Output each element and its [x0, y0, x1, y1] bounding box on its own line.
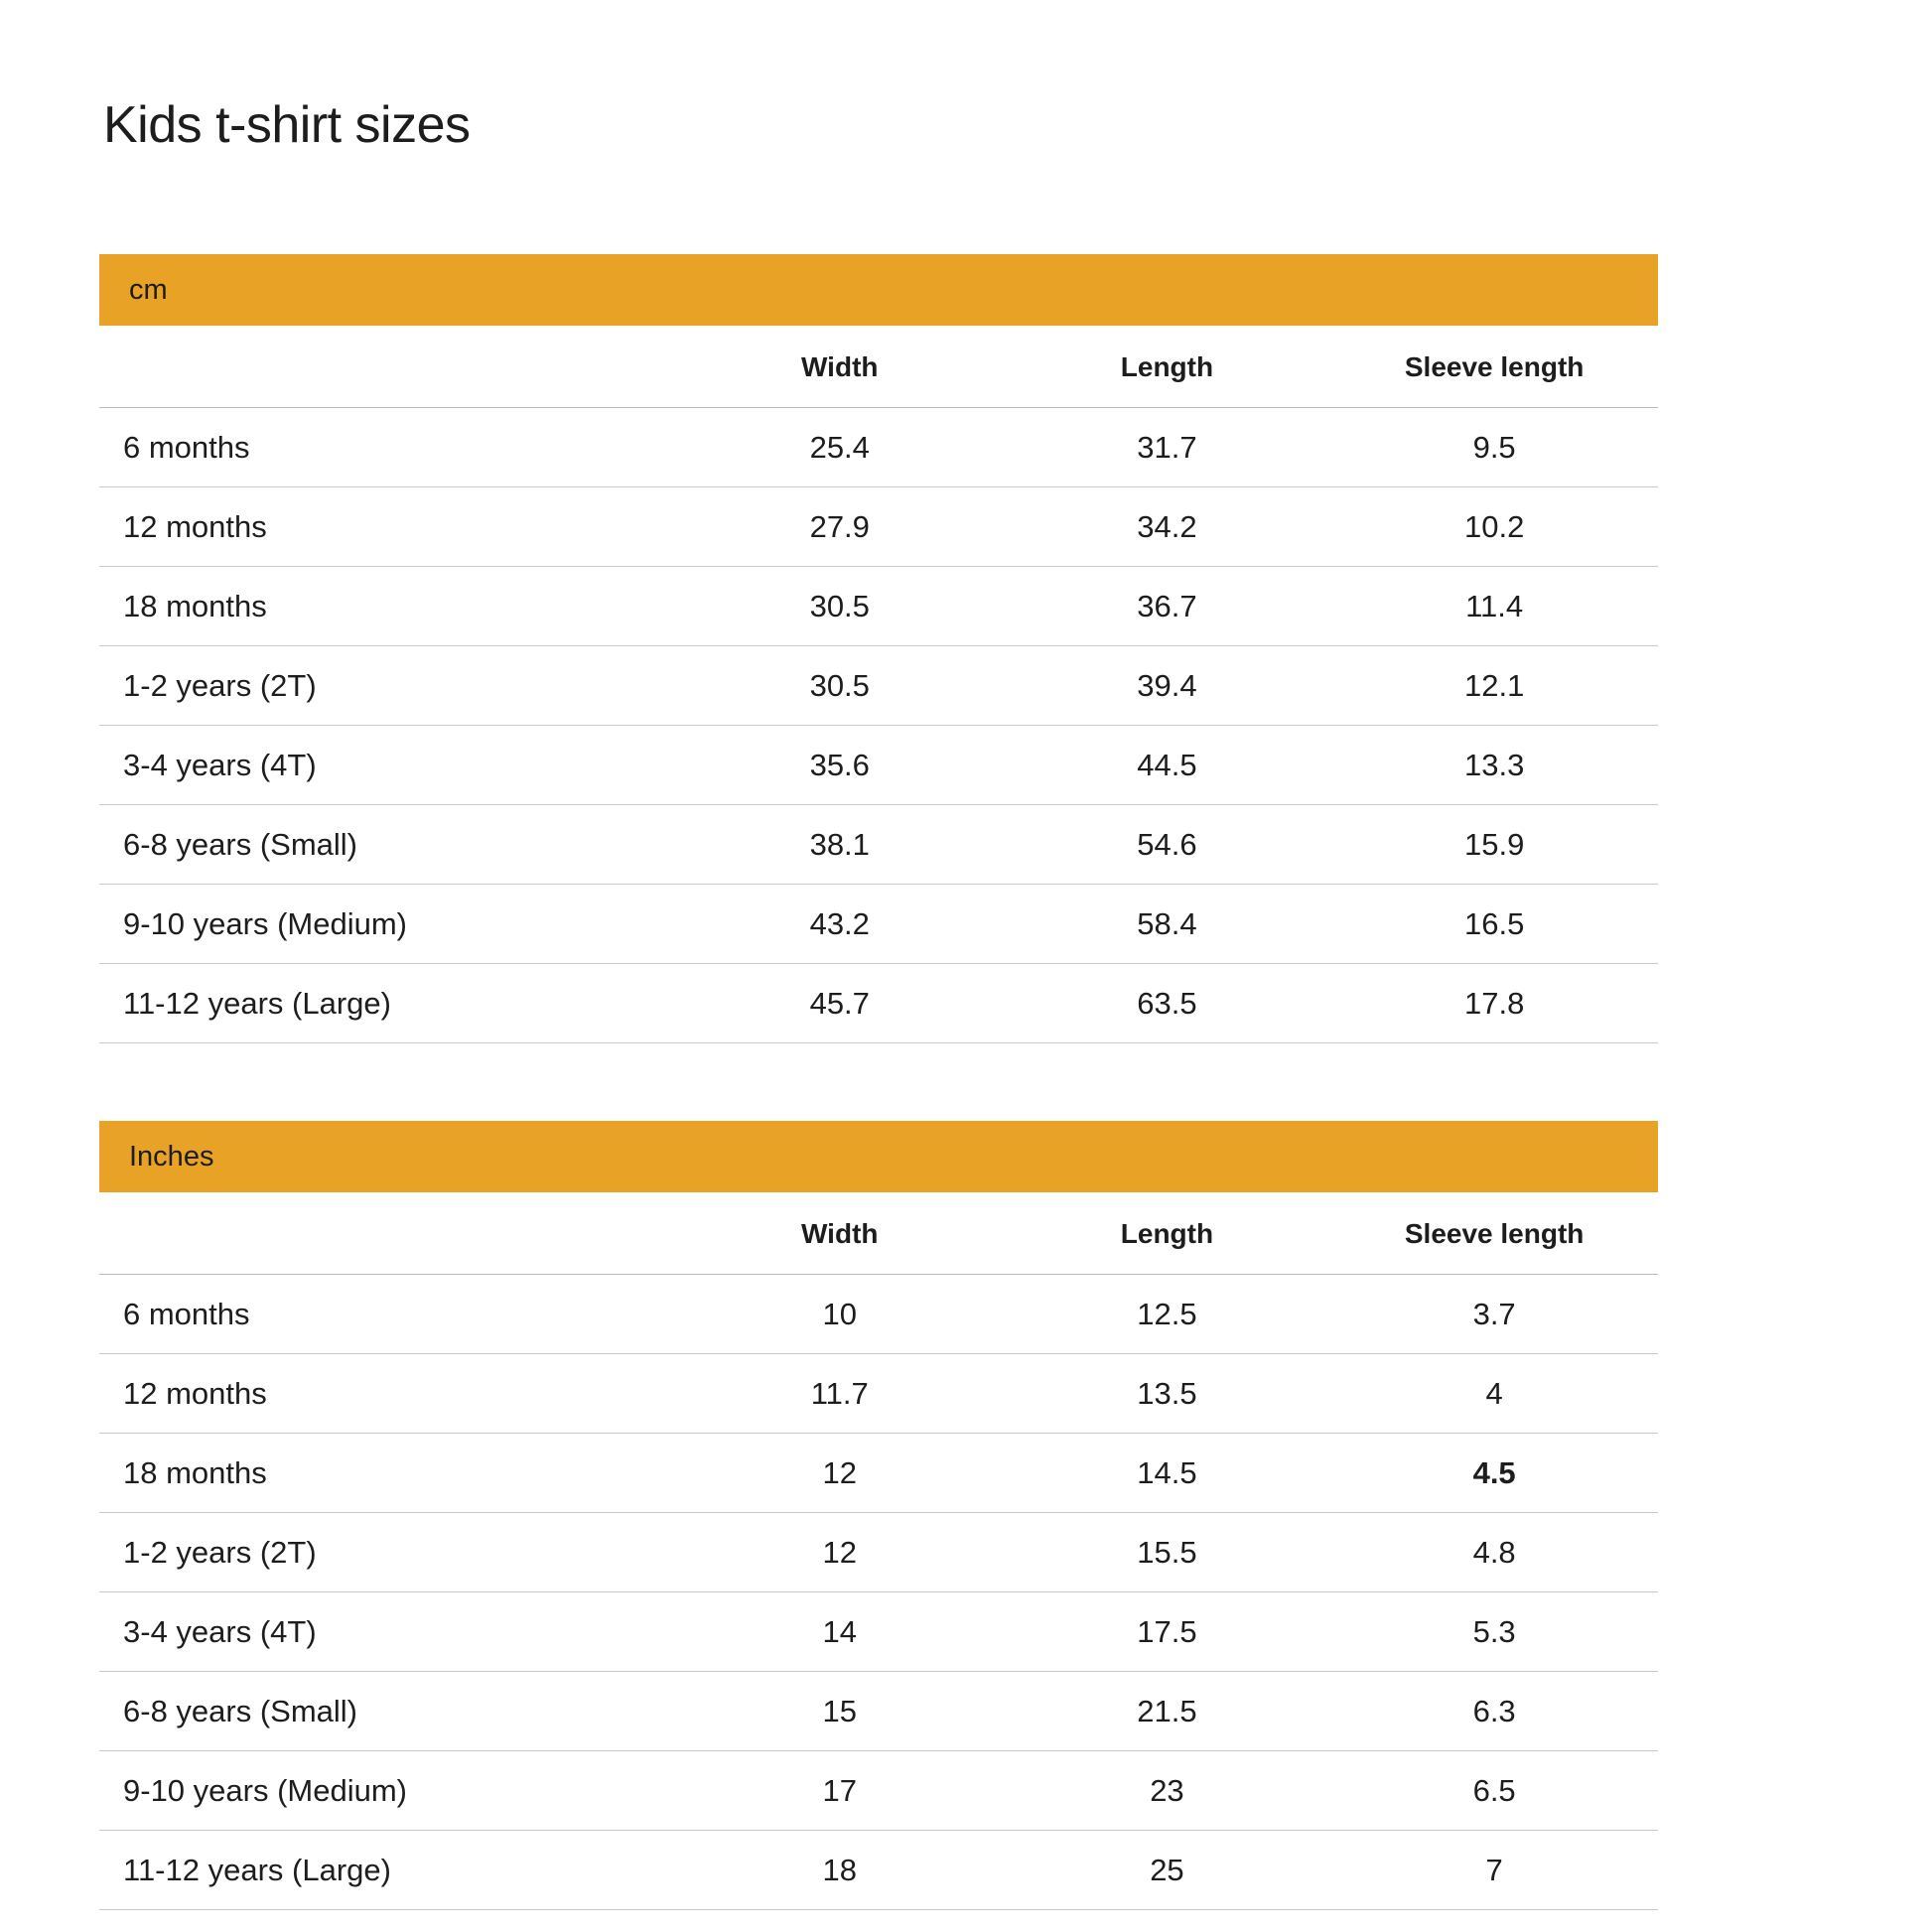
table-row [99, 885, 1658, 964]
table-row [99, 1354, 1658, 1434]
cell-length: 44.5 [1004, 726, 1331, 805]
cell-length: 23 [1004, 1751, 1331, 1831]
cell-width: 38.1 [676, 805, 1004, 885]
cell-sleeve: 6.3 [1330, 1672, 1658, 1751]
cell-sleeve: 10.2 [1330, 487, 1658, 567]
cell-size: 11-12 years (Large) [99, 964, 676, 1043]
cell-length: 21.5 [1004, 1672, 1331, 1751]
cell-sleeve: 16.5 [1330, 885, 1658, 964]
cell-size: 3-4 years (4T) [99, 1592, 676, 1672]
table-row [99, 1672, 1658, 1751]
cell-width: 43.2 [676, 885, 1004, 964]
column-header-sleeve-length: Sleeve length [1330, 1192, 1658, 1275]
cell-width: 30.5 [676, 646, 1004, 726]
column-header-length: Length [1004, 1192, 1331, 1275]
page-title: Kids t-shirt sizes [103, 96, 471, 154]
cell-sleeve: 11.4 [1330, 567, 1658, 646]
cell-size: 6-8 years (Small) [99, 1672, 676, 1751]
cell-length: 25 [1004, 1831, 1331, 1910]
cell-length: 17.5 [1004, 1592, 1331, 1672]
unit-label: cm [129, 273, 168, 306]
cell-size: 9-10 years (Medium) [99, 1751, 676, 1831]
cell-size: 1-2 years (2T) [99, 646, 676, 726]
cell-width: 11.7 [676, 1354, 1004, 1434]
cell-width: 12 [676, 1434, 1004, 1513]
cell-width: 30.5 [676, 567, 1004, 646]
column-header-sleeve-length: Sleeve length [1330, 326, 1658, 408]
size-table-cm [99, 254, 1658, 1043]
table-header-row [99, 326, 1658, 408]
cell-width: 14 [676, 1592, 1004, 1672]
cell-size: 6 months [99, 408, 676, 487]
cell-sleeve: 12.1 [1330, 646, 1658, 726]
table-row [99, 1592, 1658, 1672]
cell-sleeve: 4 [1330, 1354, 1658, 1434]
column-header-size [99, 326, 676, 408]
table-row [99, 487, 1658, 567]
cell-width: 35.6 [676, 726, 1004, 805]
cell-width: 17 [676, 1751, 1004, 1831]
cell-width: 25.4 [676, 408, 1004, 487]
cell-length: 39.4 [1004, 646, 1331, 726]
column-header-length: Length [1004, 326, 1331, 408]
column-header-width: Width [676, 1192, 1004, 1275]
cell-sleeve: 4.8 [1330, 1513, 1658, 1592]
cell-size: 6-8 years (Small) [99, 805, 676, 885]
cell-size: 1-2 years (2T) [99, 1513, 676, 1592]
cell-size: 9-10 years (Medium) [99, 885, 676, 964]
cell-length: 34.2 [1004, 487, 1331, 567]
cell-length: 14.5 [1004, 1434, 1331, 1513]
column-header-width: Width [676, 326, 1004, 408]
cell-size: 6 months [99, 1275, 676, 1354]
unit-header-cm [99, 254, 1658, 326]
cell-length: 36.7 [1004, 567, 1331, 646]
table-row [99, 1513, 1658, 1592]
table-row [99, 1831, 1658, 1910]
table-row [99, 646, 1658, 726]
table-row [99, 408, 1658, 487]
cell-size: 12 months [99, 1354, 676, 1434]
cell-sleeve: 17.8 [1330, 964, 1658, 1043]
unit-label: Inches [129, 1140, 214, 1173]
size-table-inches [99, 1121, 1658, 1910]
table-row [99, 1434, 1658, 1513]
cell-sleeve: 13.3 [1330, 726, 1658, 805]
measurements-table-cm [99, 326, 1658, 1043]
table-row [99, 567, 1658, 646]
cell-size: 11-12 years (Large) [99, 1831, 676, 1910]
cell-width: 15 [676, 1672, 1004, 1751]
table-header-row [99, 1192, 1658, 1275]
column-header-size [99, 1192, 676, 1275]
cell-size: 18 months [99, 567, 676, 646]
cell-size: 12 months [99, 487, 676, 567]
cell-length: 13.5 [1004, 1354, 1331, 1434]
measurements-table-inches [99, 1192, 1658, 1910]
cell-sleeve: 6.5 [1330, 1751, 1658, 1831]
table-row [99, 1275, 1658, 1354]
cell-width: 12 [676, 1513, 1004, 1592]
cell-sleeve: 7 [1330, 1831, 1658, 1910]
cell-sleeve: 9.5 [1330, 408, 1658, 487]
table-row [99, 805, 1658, 885]
cell-length: 12.5 [1004, 1275, 1331, 1354]
cell-sleeve: 3.7 [1330, 1275, 1658, 1354]
cell-width: 18 [676, 1831, 1004, 1910]
cell-sleeve: 4.5 [1330, 1434, 1658, 1513]
table-row [99, 1751, 1658, 1831]
cell-length: 58.4 [1004, 885, 1331, 964]
cell-size: 18 months [99, 1434, 676, 1513]
cell-sleeve: 5.3 [1330, 1592, 1658, 1672]
cell-size: 3-4 years (4T) [99, 726, 676, 805]
cell-length: 63.5 [1004, 964, 1331, 1043]
cell-length: 54.6 [1004, 805, 1331, 885]
cell-sleeve: 15.9 [1330, 805, 1658, 885]
table-row [99, 964, 1658, 1043]
cell-width: 10 [676, 1275, 1004, 1354]
unit-header-inches [99, 1121, 1658, 1192]
cell-length: 31.7 [1004, 408, 1331, 487]
cell-width: 45.7 [676, 964, 1004, 1043]
cell-width: 27.9 [676, 487, 1004, 567]
cell-length: 15.5 [1004, 1513, 1331, 1592]
table-row [99, 726, 1658, 805]
